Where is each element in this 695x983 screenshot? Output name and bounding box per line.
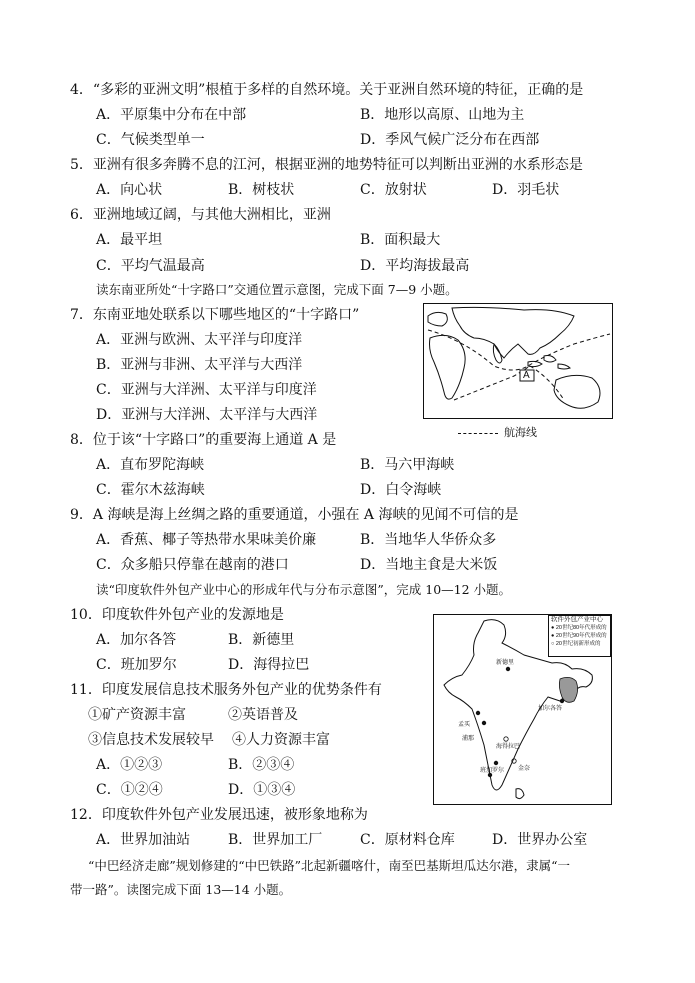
shipping-route-legend (458, 424, 537, 440)
q11-option-d[interactable]: D．①③④ (228, 782, 296, 798)
q12-option-c[interactable]: C．原材料仓库 (360, 832, 455, 848)
q10-option-c[interactable]: C．班加罗尔 (96, 657, 177, 673)
legend-1980s: ● 20世纪80年代形成的 (551, 625, 607, 631)
city-label-chennai: 金奈 (518, 766, 531, 772)
q10-option-a[interactable]: A．加尔各答 (96, 632, 177, 648)
instruction-13-14-line1: “中巴经济走廊”规划修建的“中巴铁路”北起新疆喀什，南至巴基斯坦瓜达尔港，隶属“一 (88, 858, 570, 873)
city-label-bangalore: 班加罗尔 (480, 768, 505, 774)
q11-item-4: ④人力资源丰富 (232, 732, 330, 748)
city-label-new-delhi: 新德里 (496, 660, 515, 666)
q4-option-b[interactable]: B．地形以高原、山地为主 (360, 107, 525, 123)
legend-1990s: ● 20世纪90年代形成的 (551, 633, 607, 639)
q7-option-a[interactable]: A．亚洲与欧洲、太平洋与印度洋 (96, 332, 303, 348)
q9-option-a[interactable]: A．香蕉、椰子等热带水果味美价廉 (96, 532, 317, 548)
q11-stem: 11．印度发展信息技术服务外包产业的优势条件有 (70, 682, 382, 698)
q12-option-a[interactable]: A．世界加油站 (96, 832, 191, 848)
q7-option-d[interactable]: D．亚洲与大洋洲、太平洋与大西洋 (96, 407, 318, 423)
instruction-10-12: 读“印度软件外包产业中心的形成年代与分布示意图”，完成 10—12 小题。 (96, 582, 512, 597)
q8-option-b[interactable]: B．马六甲海峡 (360, 457, 455, 473)
q11-item-3: ③信息技术发展较早 (88, 732, 214, 748)
q9-option-d[interactable]: D．当地主食是大米饭 (360, 557, 498, 573)
strait-a-label: A (523, 370, 530, 381)
q12-stem: 12．印度软件外包产业发展迅速，被形象地称为 (70, 807, 368, 823)
q5-option-b[interactable]: B．树枝状 (228, 182, 295, 198)
q10-option-d[interactable]: D．海得拉巴 (228, 657, 310, 673)
q6-option-b[interactable]: B．面积最大 (360, 232, 441, 248)
q8-option-d[interactable]: D．白令海峡 (360, 482, 442, 498)
legend-2000s: ○ 20世纪初新形成的 (551, 641, 601, 647)
q7-option-c[interactable]: C．亚洲与大洋洲、太平洋与印度洋 (96, 382, 317, 398)
q11-option-a[interactable]: A．①②③ (96, 757, 163, 773)
q8-option-c[interactable]: C．霍尔木兹海峡 (96, 482, 205, 498)
q7-option-b[interactable]: B．亚洲与非洲、太平洋与大西洋 (96, 357, 303, 373)
q10-stem: 10．印度软件外包产业的发源地是 (70, 607, 284, 623)
india-software-map (433, 614, 612, 805)
q6-option-d[interactable]: D．平均海拔最高 (360, 258, 470, 274)
q11-option-c[interactable]: C．①②④ (96, 782, 163, 798)
city-label-mumbai: 孟买 (458, 722, 471, 728)
q5-option-c[interactable]: C．放射状 (360, 182, 427, 198)
q12-option-b[interactable]: B．世界加工厂 (228, 832, 323, 848)
dash-line-icon (458, 433, 498, 434)
q8-stem: 8．位于该“十字路口”的重要海上通道 A 是 (70, 432, 337, 448)
q11-item-2: ②英语普及 (228, 707, 298, 723)
q11-option-b[interactable]: B．②③④ (228, 757, 295, 773)
q9-option-c[interactable]: C．众多船只停靠在越南的港口 (96, 557, 289, 573)
q4-option-c[interactable]: C．气候类型单一 (96, 132, 205, 148)
q5-stem: 5．亚洲有很多奔腾不息的江河，根据亚洲的地势特征可以判断出亚洲的水系形态是 (70, 157, 583, 173)
q6-option-c[interactable]: C．平均气温最高 (96, 258, 205, 274)
q10-option-b[interactable]: B．新德里 (228, 632, 295, 648)
q4-option-d[interactable]: D．季风气候广泛分布在西部 (360, 132, 540, 148)
instruction-7-9: 读东南亚所处“十字路口”交通位置示意图，完成下面 7—9 小题。 (96, 282, 458, 297)
q6-stem: 6．亚洲地域辽阔，与其他大洲相比，亚洲 (70, 207, 331, 223)
q4-option-a[interactable]: A．平原集中分布在中部 (96, 107, 247, 123)
q5-option-d[interactable]: D．羽毛状 (492, 182, 560, 198)
city-label-hyderabad: 海得拉巴 (496, 744, 521, 750)
southeast-asia-map (423, 303, 613, 419)
city-label-pune: 浦那 (462, 736, 475, 742)
map-drawing (424, 304, 612, 418)
q5-option-a[interactable]: A．向心状 (96, 182, 163, 198)
shipping-route-legend-label: 航海线 (504, 426, 537, 439)
q7-stem: 7．东南亚地处联系以下哪些地区的“十字路口” (70, 307, 360, 323)
instruction-13-14-line2: 带一路”。读图完成下面 13—14 小题。 (70, 882, 292, 897)
q9-option-b[interactable]: B．当地华人华侨众多 (360, 532, 497, 548)
q11-item-1: ①矿产资源丰富 (88, 707, 186, 723)
q9-stem: 9．A 海峡是海上丝绸之路的重要通道，小强在 A 海峡的见闻不可信的是 (70, 507, 519, 523)
map-legend (548, 615, 611, 657)
q4-stem: 4．“多彩的亚洲文明”根植于多样的自然环境。关于亚洲自然环境的特征，正确的是 (70, 82, 584, 98)
q12-option-d[interactable]: D．世界办公室 (492, 832, 588, 848)
city-label-kolkata: 加尔各答 (538, 706, 563, 712)
q8-option-a[interactable]: A．直布罗陀海峡 (96, 457, 205, 473)
legend-title: 软件外包产业中心 (551, 616, 603, 623)
q6-option-a[interactable]: A．最平坦 (96, 232, 163, 248)
